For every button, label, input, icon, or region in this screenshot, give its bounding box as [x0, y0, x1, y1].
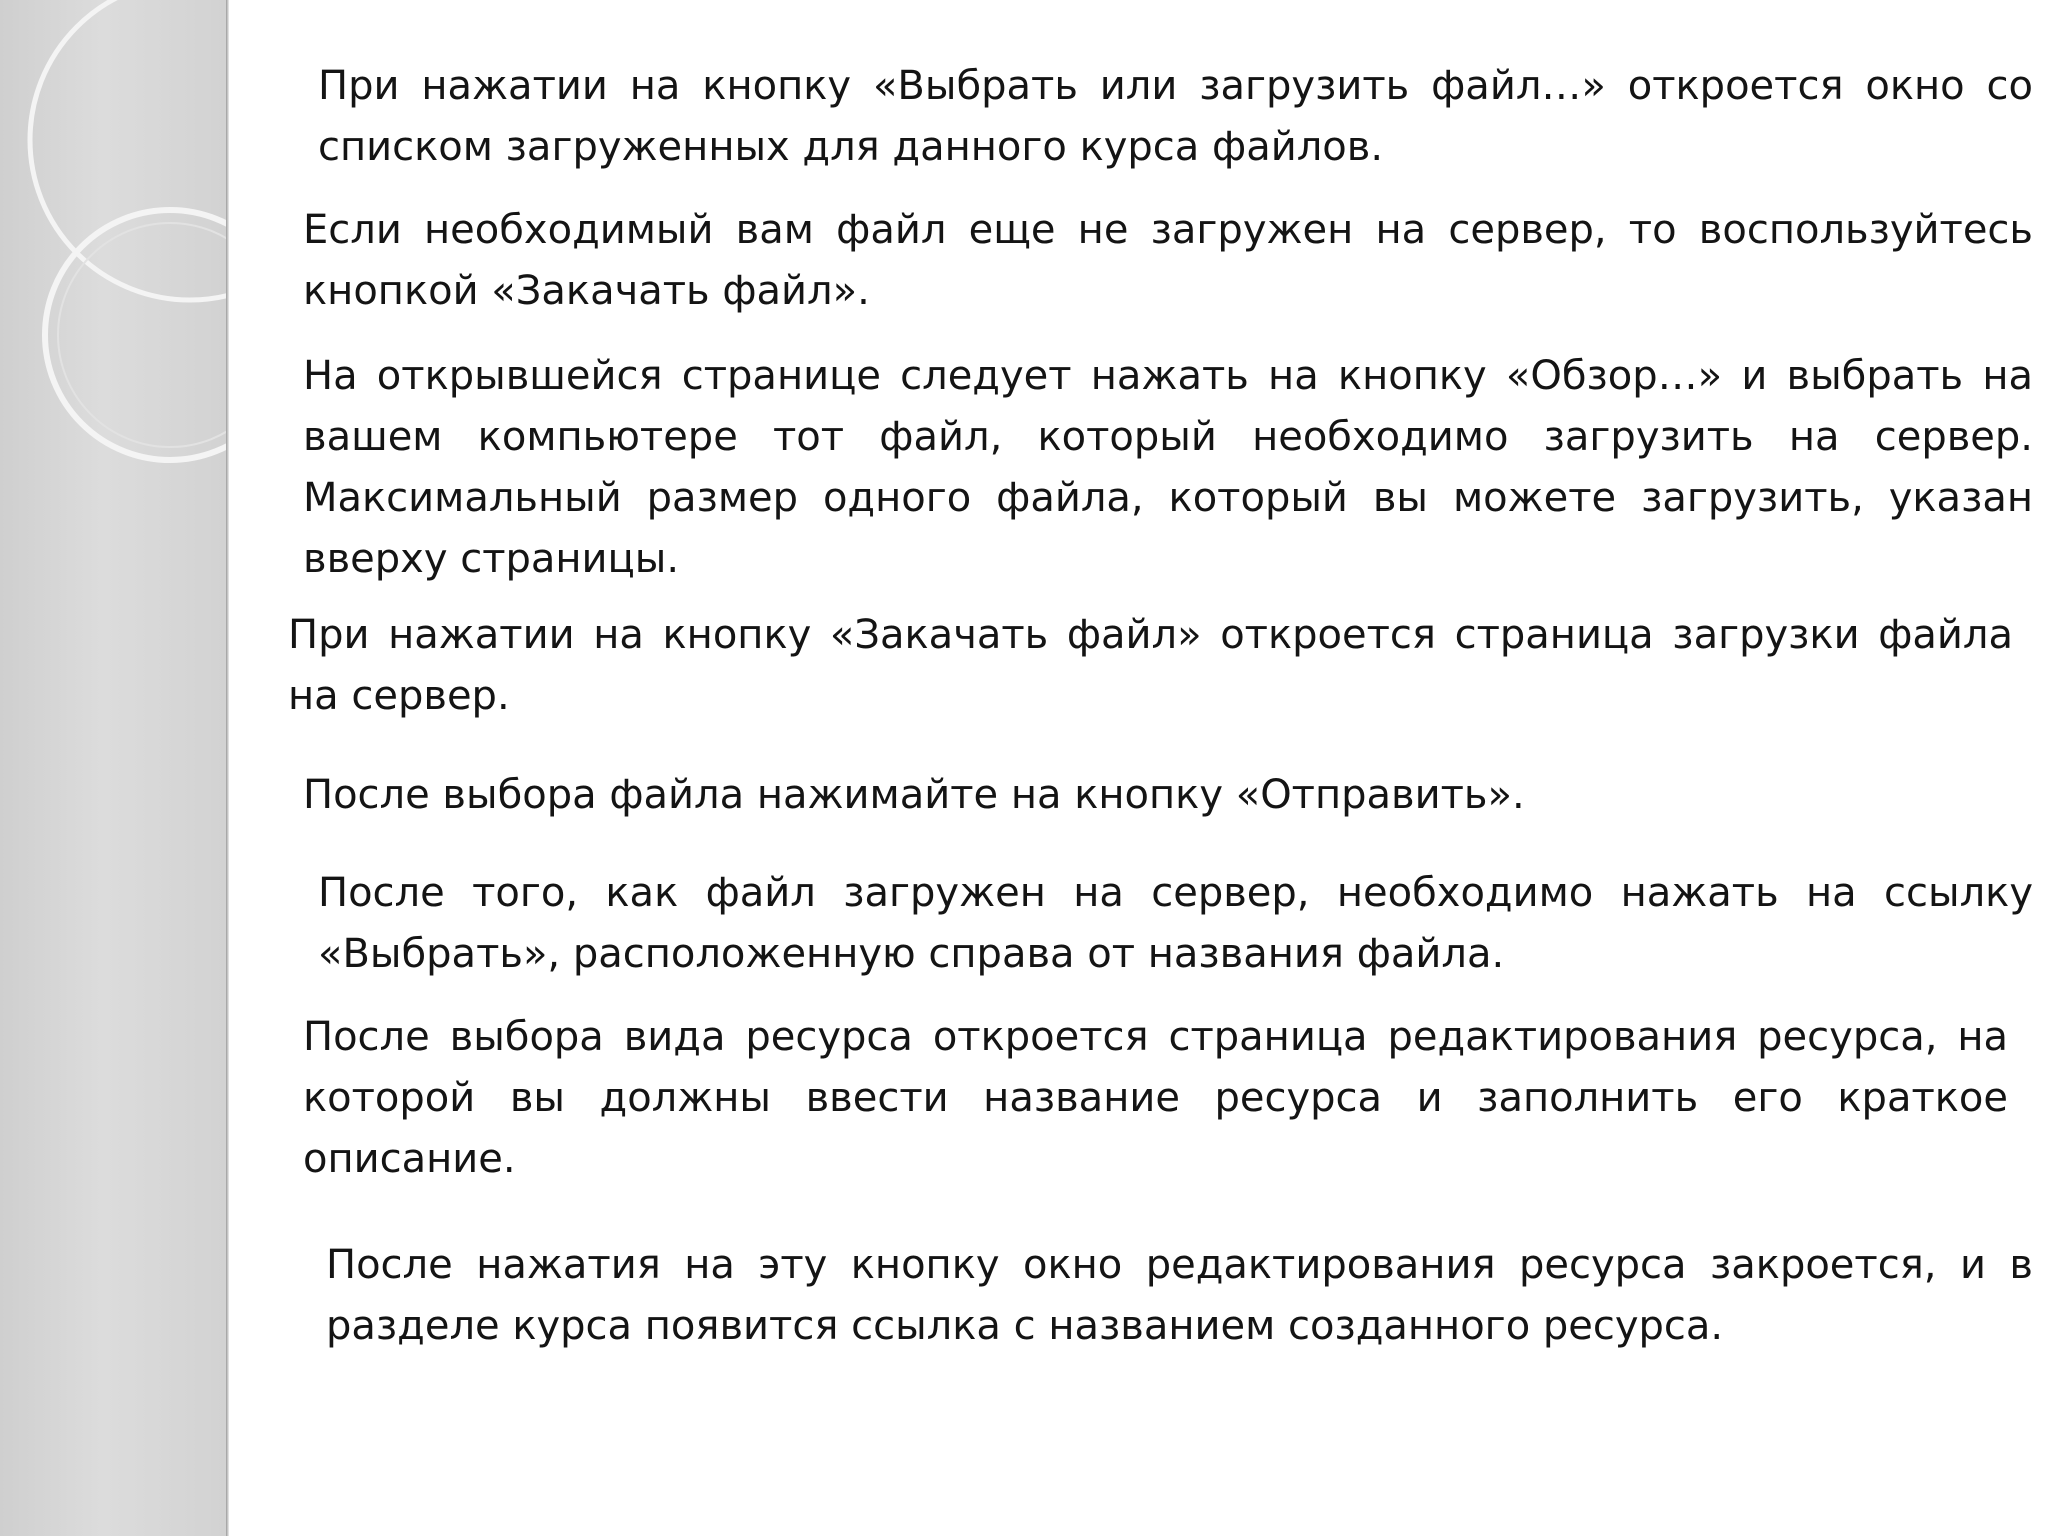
decorative-side-panel: [0, 0, 228, 1536]
paragraph-5: После выбора файла нажимайте на кнопку «Отправить».: [303, 772, 1525, 818]
paragraph-6: После того, как файл загружен на сервер, необходимо нажать на ссылку «Выбрать», расположенную справа от названия файла.: [318, 870, 2033, 977]
paragraph-4: При нажатии на кнопку «Закачать файл» откроется страница загрузки файла на сервер.: [288, 612, 2013, 719]
paragraph-1: При нажатии на кнопку «Выбрать или загрузить файл…» откроется окно со списком загруженных для данного курса файлов.: [318, 63, 2033, 170]
paragraph-3: На открывшейся странице следует нажать на кнопку «Обзор…» и выбрать на вашем компьютере тот файл, который необходимо загрузить на сервер. Максимальный размер одного файла, который вы можете загрузить, указан вверху страницы.: [303, 353, 2033, 582]
side-panel-edge: [226, 0, 229, 1536]
paragraph-8: После нажатия на эту кнопку окно редактирования ресурса закроется, и в разделе курса появится ссылка с названием созданного ресурса.: [326, 1242, 2033, 1349]
decorative-ring-large: [30, 0, 228, 300]
decorative-rings: [0, 0, 228, 1536]
paragraph-7: После выбора вида ресурса откроется страница редактирования ресурса, на которой вы должны ввести название ресурса и заполнить его краткое описание.: [303, 1014, 2008, 1182]
paragraph-2: Если необходимый вам файл еще не загружен на сервер, то воспользуйтесь кнопкой «Закачать файл».: [303, 207, 2033, 314]
